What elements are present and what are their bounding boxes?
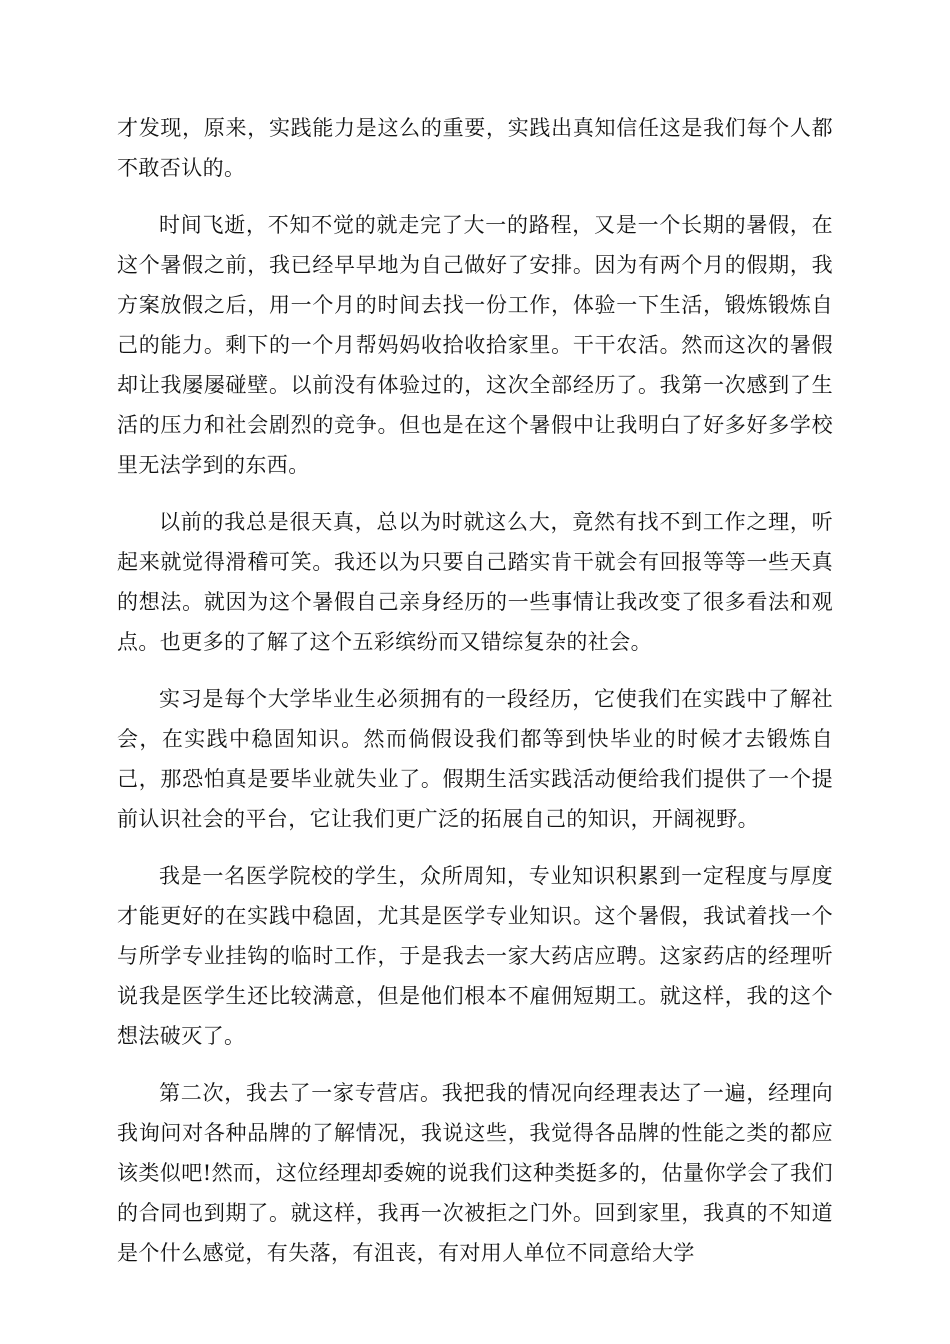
paragraph-4: 实习是每个大学毕业生必须拥有的一段经历，它使我们在实践中了解社会，在实践中稳固知识。然而倘假设我们都等到快毕业的时候才去锻炼自己，那恐怕真是要毕业就失业了。假期生活实践活动便给我们提供了一个提前认识社会的平台，它让我们更广泛的拓展自己的知识，开阔视野。 (117, 687, 833, 831)
document-body (117, 108, 833, 1290)
paragraph-5: 我是一名医学院校的学生，众所周知，专业知识积累到一定程度与厚度才能更好的在实践中稳固，尤其是医学专业知识。这个暑假，我试着找一个与所学专业挂钩的临时工作，于是我去一家大药店应聘。这家药店的经理听说我是医学生还比较满意，但是他们根本不雇佣短期工。就这样，我的这个想法破灭了。 (117, 864, 833, 1048)
paragraph-2: 时间飞逝，不知不觉的就走完了大一的路程，又是一个长期的暑假，在这个暑假之前，我已经早早地为自己做好了安排。因为有两个月的假期，我方案放假之后，用一个月的时间去找一份工作，体验一下生活，锻炼锻炼自己的能力。剩下的一个月帮妈妈收拾收拾家里。干干农活。然而这次的暑假却让我屡屡碰壁。以前没有体验过的，这次全部经历了。我第一次感到了生活的压力和社会剧烈的竞争。但也是在这个暑假中让我明白了好多好多学校里无法学到的东西。 (117, 213, 833, 477)
paragraph-1: 才发现，原来，实践能力是这么的重要，实践出真知信任这是我们每个人都不敢否认的。 (117, 116, 833, 180)
paragraph-6: 第二次，我去了一家专营店。我把我的情况向经理表达了一遍，经理向我询问对各种品牌的了解情况，我说这些，我觉得各品牌的性能之类的都应该类似吧!然而，这位经理却委婉的说我们这种类挺多的，估量你学会了我们的合同也到期了。就这样，我再一次被拒之门外。回到家里，我真的不知道是个什么感觉，有失落，有沮丧，有对用人单位不同意给大学 (117, 1081, 833, 1265)
paragraph-3: 以前的我总是很天真，总以为时就这么大，竟然有找不到工作之理，听起来就觉得滑稽可笑。我还以为只要自己踏实肯干就会有回报等等一些天真的想法。就因为这个暑假自己亲身经历的一些事情让我改变了很多看法和观点。也更多的了解了这个五彩缤纷而又错综复杂的社会。 (117, 510, 833, 654)
